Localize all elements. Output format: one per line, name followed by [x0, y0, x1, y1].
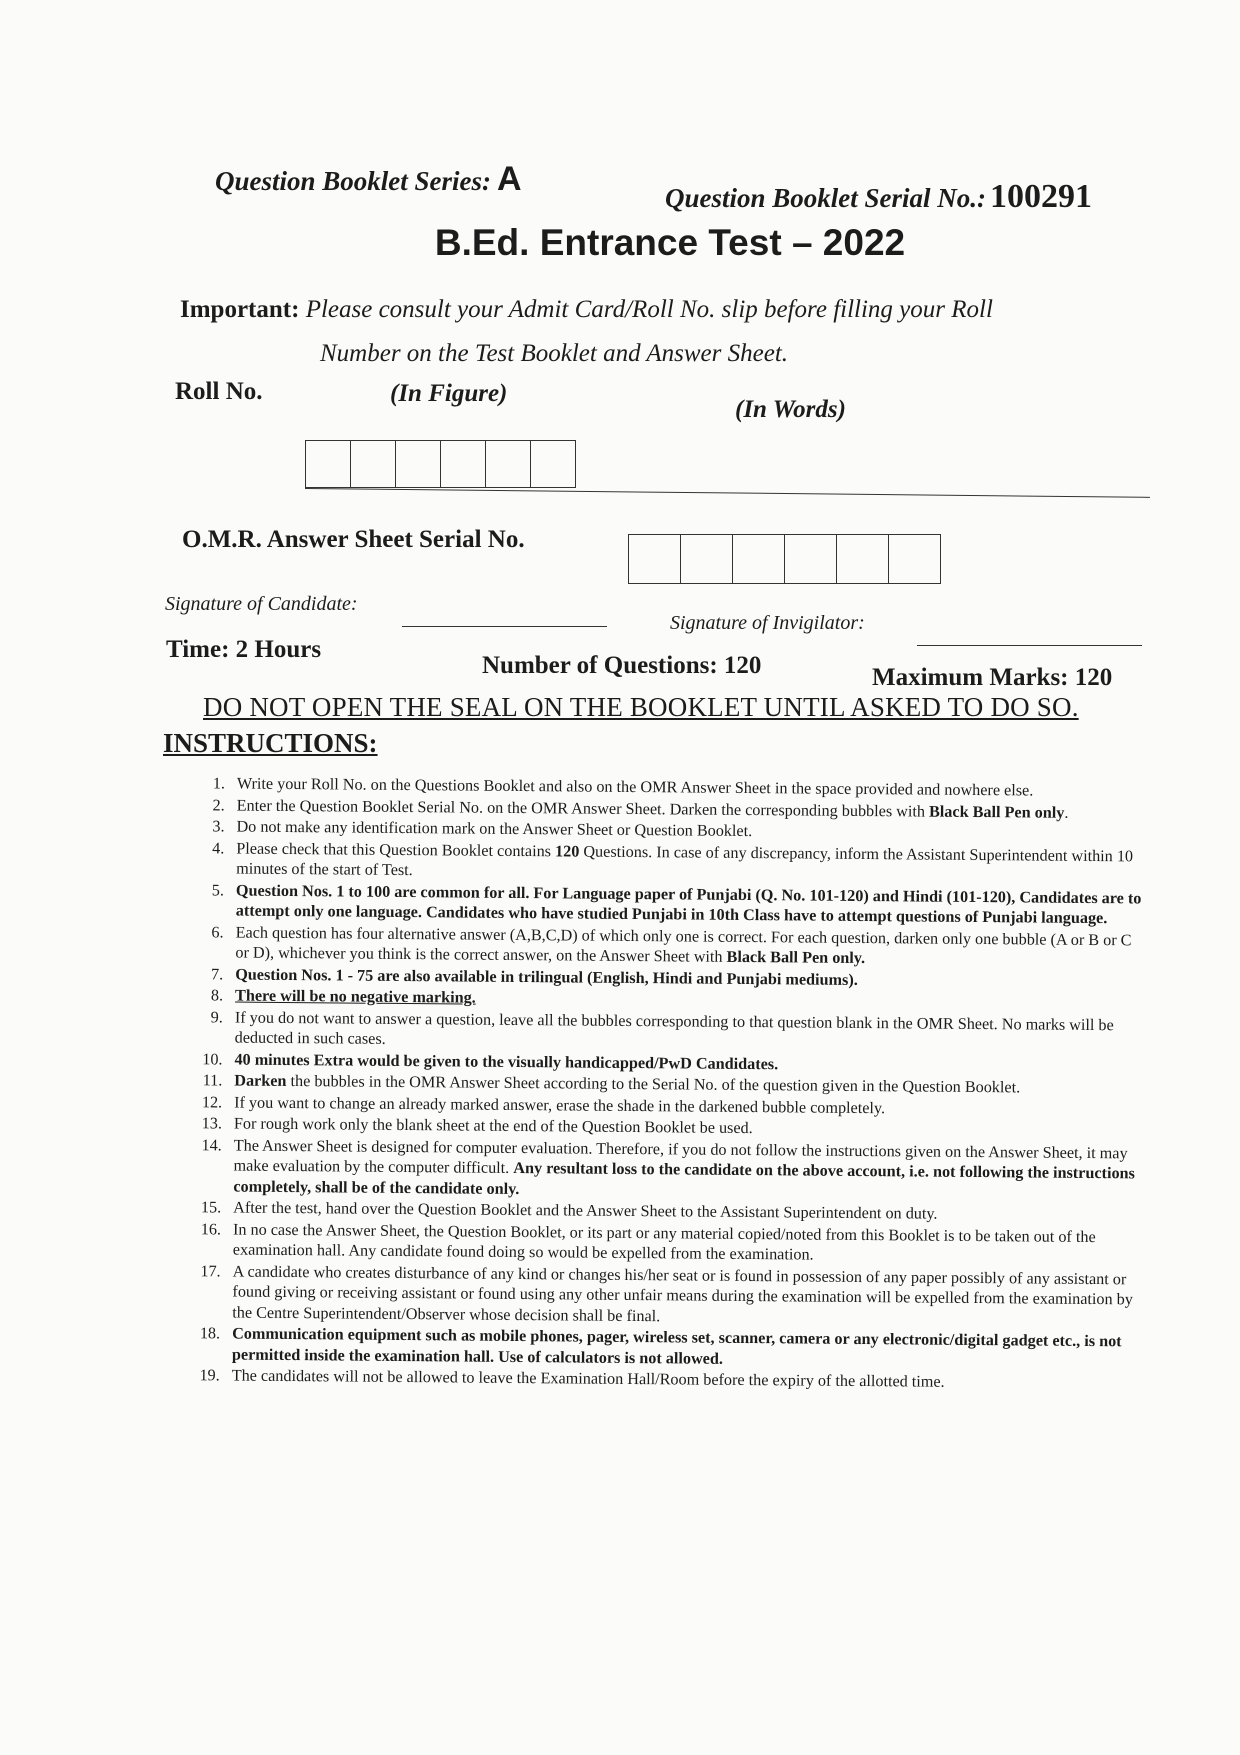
- roll-number-row: [175, 378, 1155, 423]
- instruction-text-part: Communication equipment such as mobile phones, pager, wireless set, scanner, camera or any electronic/digital gadget etc., is not permitted inside the examination hall. Use of calculators is not allowed.: [231, 1324, 1122, 1368]
- instruction-text-part: the bubbles in the OMR Answer Sheet according to the Serial No. of the question given in the Question Booklet.: [286, 1071, 1021, 1097]
- instruction-text-part: After the test, hand over the Question Booklet and the Answer Sheet to the Assistant Superintendent on duty.: [233, 1198, 938, 1223]
- maximum-marks: Maximum Marks: 120: [872, 664, 1113, 691]
- booklet-header: [215, 160, 1145, 220]
- instruction-number: 19.: [199, 1366, 220, 1385]
- roll-number-box[interactable]: [396, 441, 441, 487]
- instruction-number: 5.: [211, 880, 225, 899]
- instruction-text-part: If you want to change an already marked answer, erase the shade in the darkened bubble completely.: [234, 1093, 886, 1117]
- instruction-item: [173, 1006, 1143, 1055]
- instruction-number: 14.: [201, 1135, 222, 1154]
- instruction-text: [235, 922, 1143, 971]
- instruction-number: 13.: [201, 1114, 223, 1133]
- instruction-number: 9.: [210, 1007, 223, 1026]
- instruction-text: [236, 838, 1144, 887]
- instruction-number: 7.: [211, 964, 224, 983]
- series-label: Question Booklet Series:: [215, 166, 492, 196]
- omr-serial-label: O.M.R. Answer Sheet Serial No.: [182, 526, 525, 553]
- instructions-heading: INSTRUCTIONS:: [163, 728, 378, 758]
- instruction-text-part: In no case the Answer Sheet, the Question Booklet, or its part or any material copied/noted from this Booklet is to be taken out of the examination hall. Any candidate found doing so would be expelled from the examination.: [232, 1220, 1096, 1264]
- instruction-text: [232, 1324, 1140, 1373]
- omr-serial-boxes[interactable]: [628, 534, 941, 584]
- page-title: B.Ed. Entrance Test – 2022: [434, 222, 906, 263]
- instruction-text-part: Questions. In case of any discrepancy, inform the Assistant Superintendent within 10 minutes of the start of Test.: [236, 842, 1134, 880]
- instruction-text: [233, 1219, 1141, 1268]
- instruction-text-part: 120: [555, 841, 580, 861]
- serial-value: 100291: [990, 178, 1093, 215]
- roll-number-box[interactable]: [486, 441, 531, 487]
- instruction-item: [170, 1323, 1140, 1372]
- omr-serial-box[interactable]: [681, 535, 733, 583]
- candidate-signature-label: Signature of Candidate:: [165, 593, 358, 615]
- roll-number-box[interactable]: [306, 441, 351, 487]
- instruction-number: 16.: [200, 1219, 222, 1238]
- roll-label: Roll No.: [175, 378, 263, 405]
- invigilator-signature-label: Signature of Invigilator:: [670, 612, 865, 634]
- serial-label: Question Booklet Serial No.:: [665, 183, 987, 213]
- roll-number-box[interactable]: [441, 441, 486, 487]
- instruction-number: 1.: [212, 774, 225, 793]
- instruction-number: 12.: [201, 1092, 223, 1111]
- instruction-text-part: Each question has four alternative answer (A,B,C,D) of which only one is correct. For each question, darken only one bubble (A or B or C or D), whichever you think is the correct answer, on the Answer Sheet with: [235, 923, 1132, 966]
- instruction-number: 15.: [200, 1198, 222, 1217]
- instruction-number: 3.: [212, 817, 225, 836]
- instruction-text-part: Question Nos. 1 - 75 are also available in trilingual (English, Hindi and Punjabi mediums).: [235, 965, 858, 989]
- instruction-text-part: Darken: [234, 1071, 287, 1090]
- time-allowed: Time: 2 Hours: [166, 636, 322, 663]
- instruction-number: 17.: [200, 1261, 221, 1280]
- instructions-list: [170, 773, 1145, 1395]
- instruction-number: 2.: [212, 795, 225, 814]
- instruction-number: 4.: [212, 838, 225, 857]
- instruction-text-part: A candidate who creates disturbance of any kind or changes his/her seat or is found in possession of any paper possibly of any assistant or found giving or receiving assistant or found using any other unfair means during the examination will be expelled from the examination by the Centre Superintendent/Observer whose decision shall be final.: [232, 1262, 1133, 1325]
- instruction-text-part: If you do not want to answer a question, leave all the bubbles corresponding to that question blank in the OMR Sheet. No marks will be deducted in such cases.: [234, 1008, 1114, 1048]
- roll-number-box[interactable]: [351, 441, 396, 487]
- instruction-text-part: The candidates will not be allowed to leave the Examination Hall/Room before the expiry of the allotted time.: [231, 1366, 945, 1391]
- instruction-item: [173, 921, 1143, 970]
- instruction-text-part: There will be no negative marking.: [234, 986, 476, 1007]
- number-of-questions: Number of Questions: 120: [482, 652, 762, 679]
- series-value: A: [497, 160, 522, 198]
- instruction-item: [174, 879, 1144, 928]
- instruction-item: [171, 1218, 1141, 1267]
- roll-in-words-line[interactable]: [305, 488, 1150, 498]
- instruction-text-part: Question Nos. 1 to 100 are common for all. For Language paper of Punjabi (Q. No. 101-120) and Hindi (101-120), Candidates are to attempt only one language. Candidates who have studied Punjabi in 10th Class have to attempt questions of Punjabi language.: [235, 881, 1142, 928]
- important-note: [180, 288, 1160, 376]
- important-text-line1: Please consult your Admit Card/Roll No. slip before filling your Roll: [305, 296, 993, 323]
- omr-serial-box[interactable]: [785, 535, 837, 583]
- instruction-text-part: Any resultant loss to the candidate on the above account, i.e. not following the instructions completely, shall be of the candidate only.: [233, 1158, 1135, 1198]
- booklet-serial: [665, 178, 1092, 216]
- instruction-item: [171, 1134, 1141, 1204]
- instruction-text-part: Write your Roll No. on the Questions Booklet and also on the OMR Answer Sheet in the space provided and nowhere else.: [236, 774, 1034, 800]
- instruction-text-part: 40 minutes Extra would be given to the visually handicapped/PwD Candidates.: [234, 1050, 779, 1073]
- instruction-text-part: Black Ball Pen only: [928, 802, 1065, 822]
- booklet-series: [215, 160, 522, 199]
- instruction-text-part: Do not make any identification mark on the Answer Sheet or Question Booklet.: [236, 817, 753, 841]
- instruction-number: 11.: [202, 1071, 223, 1090]
- omr-serial-box[interactable]: [889, 535, 940, 583]
- omr-serial-box[interactable]: [629, 535, 681, 583]
- roll-number-box[interactable]: [531, 441, 575, 487]
- candidate-signature-line[interactable]: [402, 626, 607, 627]
- instruction-item: [174, 837, 1144, 886]
- instruction-text: [233, 1135, 1142, 1204]
- instruction-text-part: Black Ball Pen only.: [726, 947, 866, 968]
- instruction-item: [170, 1260, 1140, 1330]
- instruction-text: [232, 1261, 1141, 1330]
- roll-number-boxes[interactable]: [305, 440, 576, 488]
- instruction-text-part: Please check that this Question Booklet contains: [236, 839, 556, 860]
- instruction-text-part: Enter the Question Booklet Serial No. on the OMR Answer Sheet. Darken the corresponding bubbles with: [236, 796, 930, 821]
- instruction-number: 6.: [211, 922, 224, 941]
- omr-serial-box[interactable]: [837, 535, 889, 583]
- instruction-number: 10.: [202, 1049, 223, 1068]
- instruction-text-part: The Answer Sheet is designed for computer evaluation. Therefore, if you do not follow the instructions given on the Answer Sheet, it may make evaluation by the computer difficult.: [233, 1136, 1128, 1177]
- important-label: Important:: [180, 296, 300, 323]
- in-words-label: (In Words): [735, 396, 846, 423]
- invigilator-signature-line[interactable]: [917, 645, 1142, 646]
- seal-notice: DO NOT OPEN THE SEAL ON THE BOOKLET UNTIL ASKED TO DO SO.: [203, 692, 1079, 722]
- instruction-text-part: For rough work only the blank sheet at the end of the Question Booklet be used.: [233, 1114, 753, 1138]
- instruction-text-part: .: [1064, 803, 1069, 822]
- instruction-number: 18.: [199, 1324, 221, 1343]
- instruction-text: [235, 1007, 1143, 1056]
- instruction-number: 8.: [210, 986, 224, 1005]
- in-figure-label: (In Figure): [390, 380, 508, 407]
- instruction-text: [236, 880, 1144, 929]
- omr-serial-box[interactable]: [733, 535, 785, 583]
- important-text-line2: Number on the Test Booklet and Answer Sheet.: [320, 340, 789, 367]
